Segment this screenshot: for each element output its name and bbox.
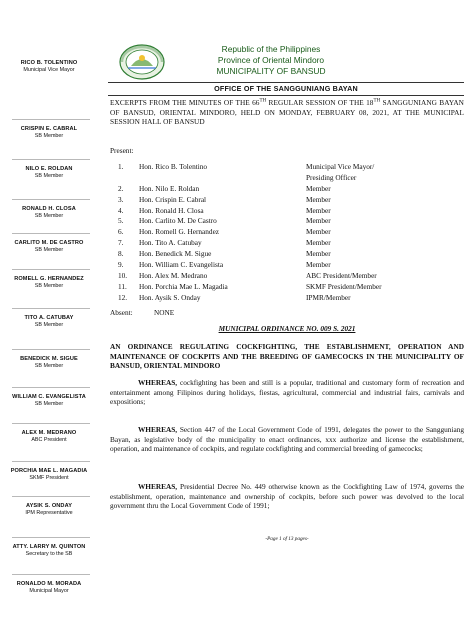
attendance-number: 11. <box>118 281 127 291</box>
sidebar-divider <box>12 159 90 160</box>
attendance-name: Hon. Nilo E. Roldan <box>139 183 200 193</box>
attendance-number: 10. <box>118 270 128 280</box>
attendance-row <box>110 206 464 217</box>
member-position: SB Member <box>34 133 64 139</box>
member-position: SB Member <box>34 213 64 219</box>
attendance-position: Member <box>306 260 331 270</box>
whereas-text: Presidential Decree No. 449 otherwise known as the Cockfighting Law of 1974, governs the establishment, operation, maintenance and ownership of cockpits, before such power was devolved to the local government thru the Local Government Code of 1991; <box>110 482 464 511</box>
ordinance-heading: AN ORDINANCE REGULATING COCKFIGHTING, THE ESTABLISHMENT, OPERATION AND MAINTENANCE OF COCKPITS AND THE BREEDING OF GAMECOCKS IN THE MUNICIPALITY OF BANSUD, ORIENTAL MINDORO <box>110 342 464 371</box>
attendance-row <box>110 184 464 195</box>
excerpt-part-3: SANGGUNIANG BAYAN OF BANSUD, ORIENTAL MINDORO, HELD ON MONDAY, FEBRUARY 08, 2021, AT THE MUNICIPAL SESSION HALL OF BANSUD <box>110 98 465 127</box>
sidebar-divider <box>12 423 90 424</box>
member-name: BENEDICK M. SIGUE <box>20 356 78 362</box>
attendance-position: Member <box>306 216 331 226</box>
sidebar-divider <box>12 269 90 270</box>
attendance-number: 12. <box>118 292 128 302</box>
excerpt-sup-2: TH <box>373 98 381 104</box>
member-position: Municipal Vice Mayor <box>23 67 75 73</box>
page-footer: -Page 1 of 13 pages- <box>265 536 309 542</box>
member-position: ABC President <box>31 437 67 443</box>
excerpt-sup-1: TH <box>259 98 267 104</box>
header-republic: Republic of the Philippines <box>221 44 321 54</box>
sidebar-divider <box>12 349 90 350</box>
attendance-number: 2. <box>118 183 124 193</box>
attendance-row <box>110 271 464 282</box>
attendance-row <box>110 260 464 271</box>
member-position: Secretary to the SB <box>25 551 73 557</box>
attendance-name: Hon. Romell G. Hernandez <box>139 227 220 237</box>
attendance-name: Hon. Porchia Mae L. Magadia <box>139 281 228 291</box>
member-position: SKMF President <box>29 475 69 481</box>
attendance-name: Hon. Ronald H. Closa <box>139 205 204 215</box>
member-name: RONALD H. CLOSA <box>22 206 76 212</box>
attendance-list <box>110 162 464 304</box>
attendance-row <box>110 282 464 293</box>
attendance-position: IPMR/Member <box>306 292 351 302</box>
attendance-row <box>110 249 464 260</box>
header-municipality: MUNICIPALITY OF BANSUD <box>216 66 326 76</box>
member-name: AYSIK S. ONDAY <box>25 503 73 509</box>
letterhead <box>196 44 346 76</box>
attendance-position: Member <box>306 249 331 259</box>
municipal-seal-icon <box>119 44 165 80</box>
member-position: SB Member <box>34 322 64 328</box>
whereas-lead: WHEREAS, <box>138 482 178 491</box>
member-name: CARLITO M. DE CASTRO <box>14 240 84 246</box>
sidebar-member <box>0 468 98 481</box>
sidebar-divider <box>12 387 90 388</box>
attendance-number: 4. <box>118 205 124 215</box>
attendance-position: Member <box>306 194 331 204</box>
sidebar-member-list <box>0 0 98 632</box>
attendance-name: Hon. Alex M. Medrano <box>139 270 208 280</box>
sidebar-member <box>0 276 98 289</box>
header-province: Province of Oriental Mindoro <box>217 55 325 65</box>
excerpt-part-2: REGULAR SESSION OF THE 18 <box>266 98 374 107</box>
sidebar-divider <box>12 496 90 497</box>
member-name: PORCHIA MAE L. MAGADIA <box>10 468 88 474</box>
absent-label: Absent: <box>110 308 133 317</box>
member-position: SB Member <box>34 283 64 289</box>
member-name: ATTY. LARRY M. QUINTON <box>12 544 86 550</box>
whereas-paragraph <box>110 378 464 407</box>
whereas-paragraph <box>110 482 464 511</box>
sidebar-member <box>0 166 98 179</box>
sidebar-divider <box>12 233 90 234</box>
member-name: RONALDO M. MORADA <box>16 581 82 587</box>
member-position: IPM Representative <box>25 510 73 516</box>
attendance-number: 3. <box>118 194 124 204</box>
whereas-text: Section 447 of the Local Government Code of 1991, delegates the power to the Sangguniang Bayan, as legislative body of the municipality to enact ordinances, xxx authorize and license the establishment, operation, and maintenance of cockpits, and regulate cockfighting and commercial breeding of gamecocks; <box>110 425 464 454</box>
attendance-position: SKMF President/Member <box>306 281 382 291</box>
member-position: SB Member <box>34 401 64 407</box>
sidebar-member <box>0 240 98 253</box>
attendance-number: 9. <box>118 260 124 270</box>
sidebar-divider <box>12 537 90 538</box>
attendance-number: 8. <box>118 249 124 259</box>
whereas-paragraph <box>110 425 464 454</box>
attendance-position: Member <box>306 183 331 193</box>
sidebar-member <box>0 503 98 516</box>
sidebar-member <box>0 394 98 407</box>
absent-value: NONE <box>154 308 175 317</box>
present-label: Present: <box>110 146 134 155</box>
absent-line <box>110 308 175 317</box>
attendance-position: Municipal Vice Mayor/ <box>306 162 375 171</box>
attendance-row <box>110 227 464 238</box>
member-name: RICO B. TOLENTINO <box>20 60 78 66</box>
attendance-row <box>110 173 464 184</box>
sidebar-divider <box>12 461 90 462</box>
whereas-lead: WHEREAS, <box>138 378 178 387</box>
member-position: Municipal Mayor <box>29 588 69 594</box>
sidebar-member <box>0 430 98 443</box>
attendance-row <box>110 195 464 206</box>
sidebar-member <box>0 126 98 139</box>
attendance-name: Hon. Tito A. Catubay <box>139 238 202 248</box>
attendance-position: ABC President/Member <box>306 270 377 280</box>
attendance-number: 5. <box>118 216 124 226</box>
attendance-number: 6. <box>118 227 124 237</box>
sidebar-divider <box>12 308 90 309</box>
member-name: ALEX M. MEDRANO <box>21 430 77 436</box>
minutes-excerpt <box>110 98 464 127</box>
sidebar-member <box>0 581 98 594</box>
office-title: OFFICE OF THE SANGGUNIANG BAYAN <box>108 82 464 96</box>
sidebar-divider <box>12 199 90 200</box>
whereas-lead: WHEREAS, <box>138 425 178 434</box>
ordinance-title: MUNICIPAL ORDINANCE NO. 009 S. 2021 <box>218 324 356 333</box>
member-position: SB Member <box>34 363 64 369</box>
sidebar-member <box>0 315 98 328</box>
sidebar-divider <box>12 119 90 120</box>
attendance-name: Hon. Benedick M. Sigue <box>139 249 212 259</box>
attendance-position: Member <box>306 238 331 248</box>
attendance-number: 1. <box>118 162 124 171</box>
member-name: ROMELL G. HERNANDEZ <box>14 276 84 282</box>
attendance-row <box>110 162 464 173</box>
sidebar-member <box>0 544 98 557</box>
attendance-row <box>110 238 464 249</box>
member-name: WILLIAM C. EVANGELISTA <box>12 394 86 400</box>
excerpt-part-1: EXCERPTS FROM THE MINUTES OF THE 66 <box>110 98 260 107</box>
attendance-position: Member <box>306 227 331 237</box>
sidebar-member <box>0 206 98 219</box>
whereas-text: cockfighting has been and still is a popular, traditional and customary form of recreation and entertainment among Filipinos during holidays, fiestas, agricultural, commercial and industrial fairs, carnivals and expositions; <box>110 378 464 407</box>
attendance-name: Hon. Crispin E. Cabral <box>139 194 207 204</box>
member-position: SB Member <box>34 247 64 253</box>
attendance-position: Member <box>306 205 331 215</box>
member-position: SB Member <box>34 173 64 179</box>
sidebar-divider <box>12 574 90 575</box>
attendance-name: Hon. William C. Evangelista <box>139 260 224 270</box>
attendance-name: Hon. Carlito M. De Castro <box>139 216 217 226</box>
sidebar-member <box>0 60 98 73</box>
sidebar-member <box>0 356 98 369</box>
member-name: NILO E. ROLDAN <box>25 166 73 172</box>
member-name: CRISPIN E. CABRAL <box>20 126 78 132</box>
attendance-row <box>110 216 464 227</box>
attendance-name: Hon. Rico B. Tolentino <box>139 162 208 171</box>
attendance-number: 7. <box>118 238 124 248</box>
attendance-row <box>110 293 464 304</box>
member-name: TITO A. CATUBAY <box>24 315 74 321</box>
attendance-position: Presiding Officer <box>306 172 357 182</box>
attendance-name: Hon. Aysik S. Onday <box>139 292 201 302</box>
